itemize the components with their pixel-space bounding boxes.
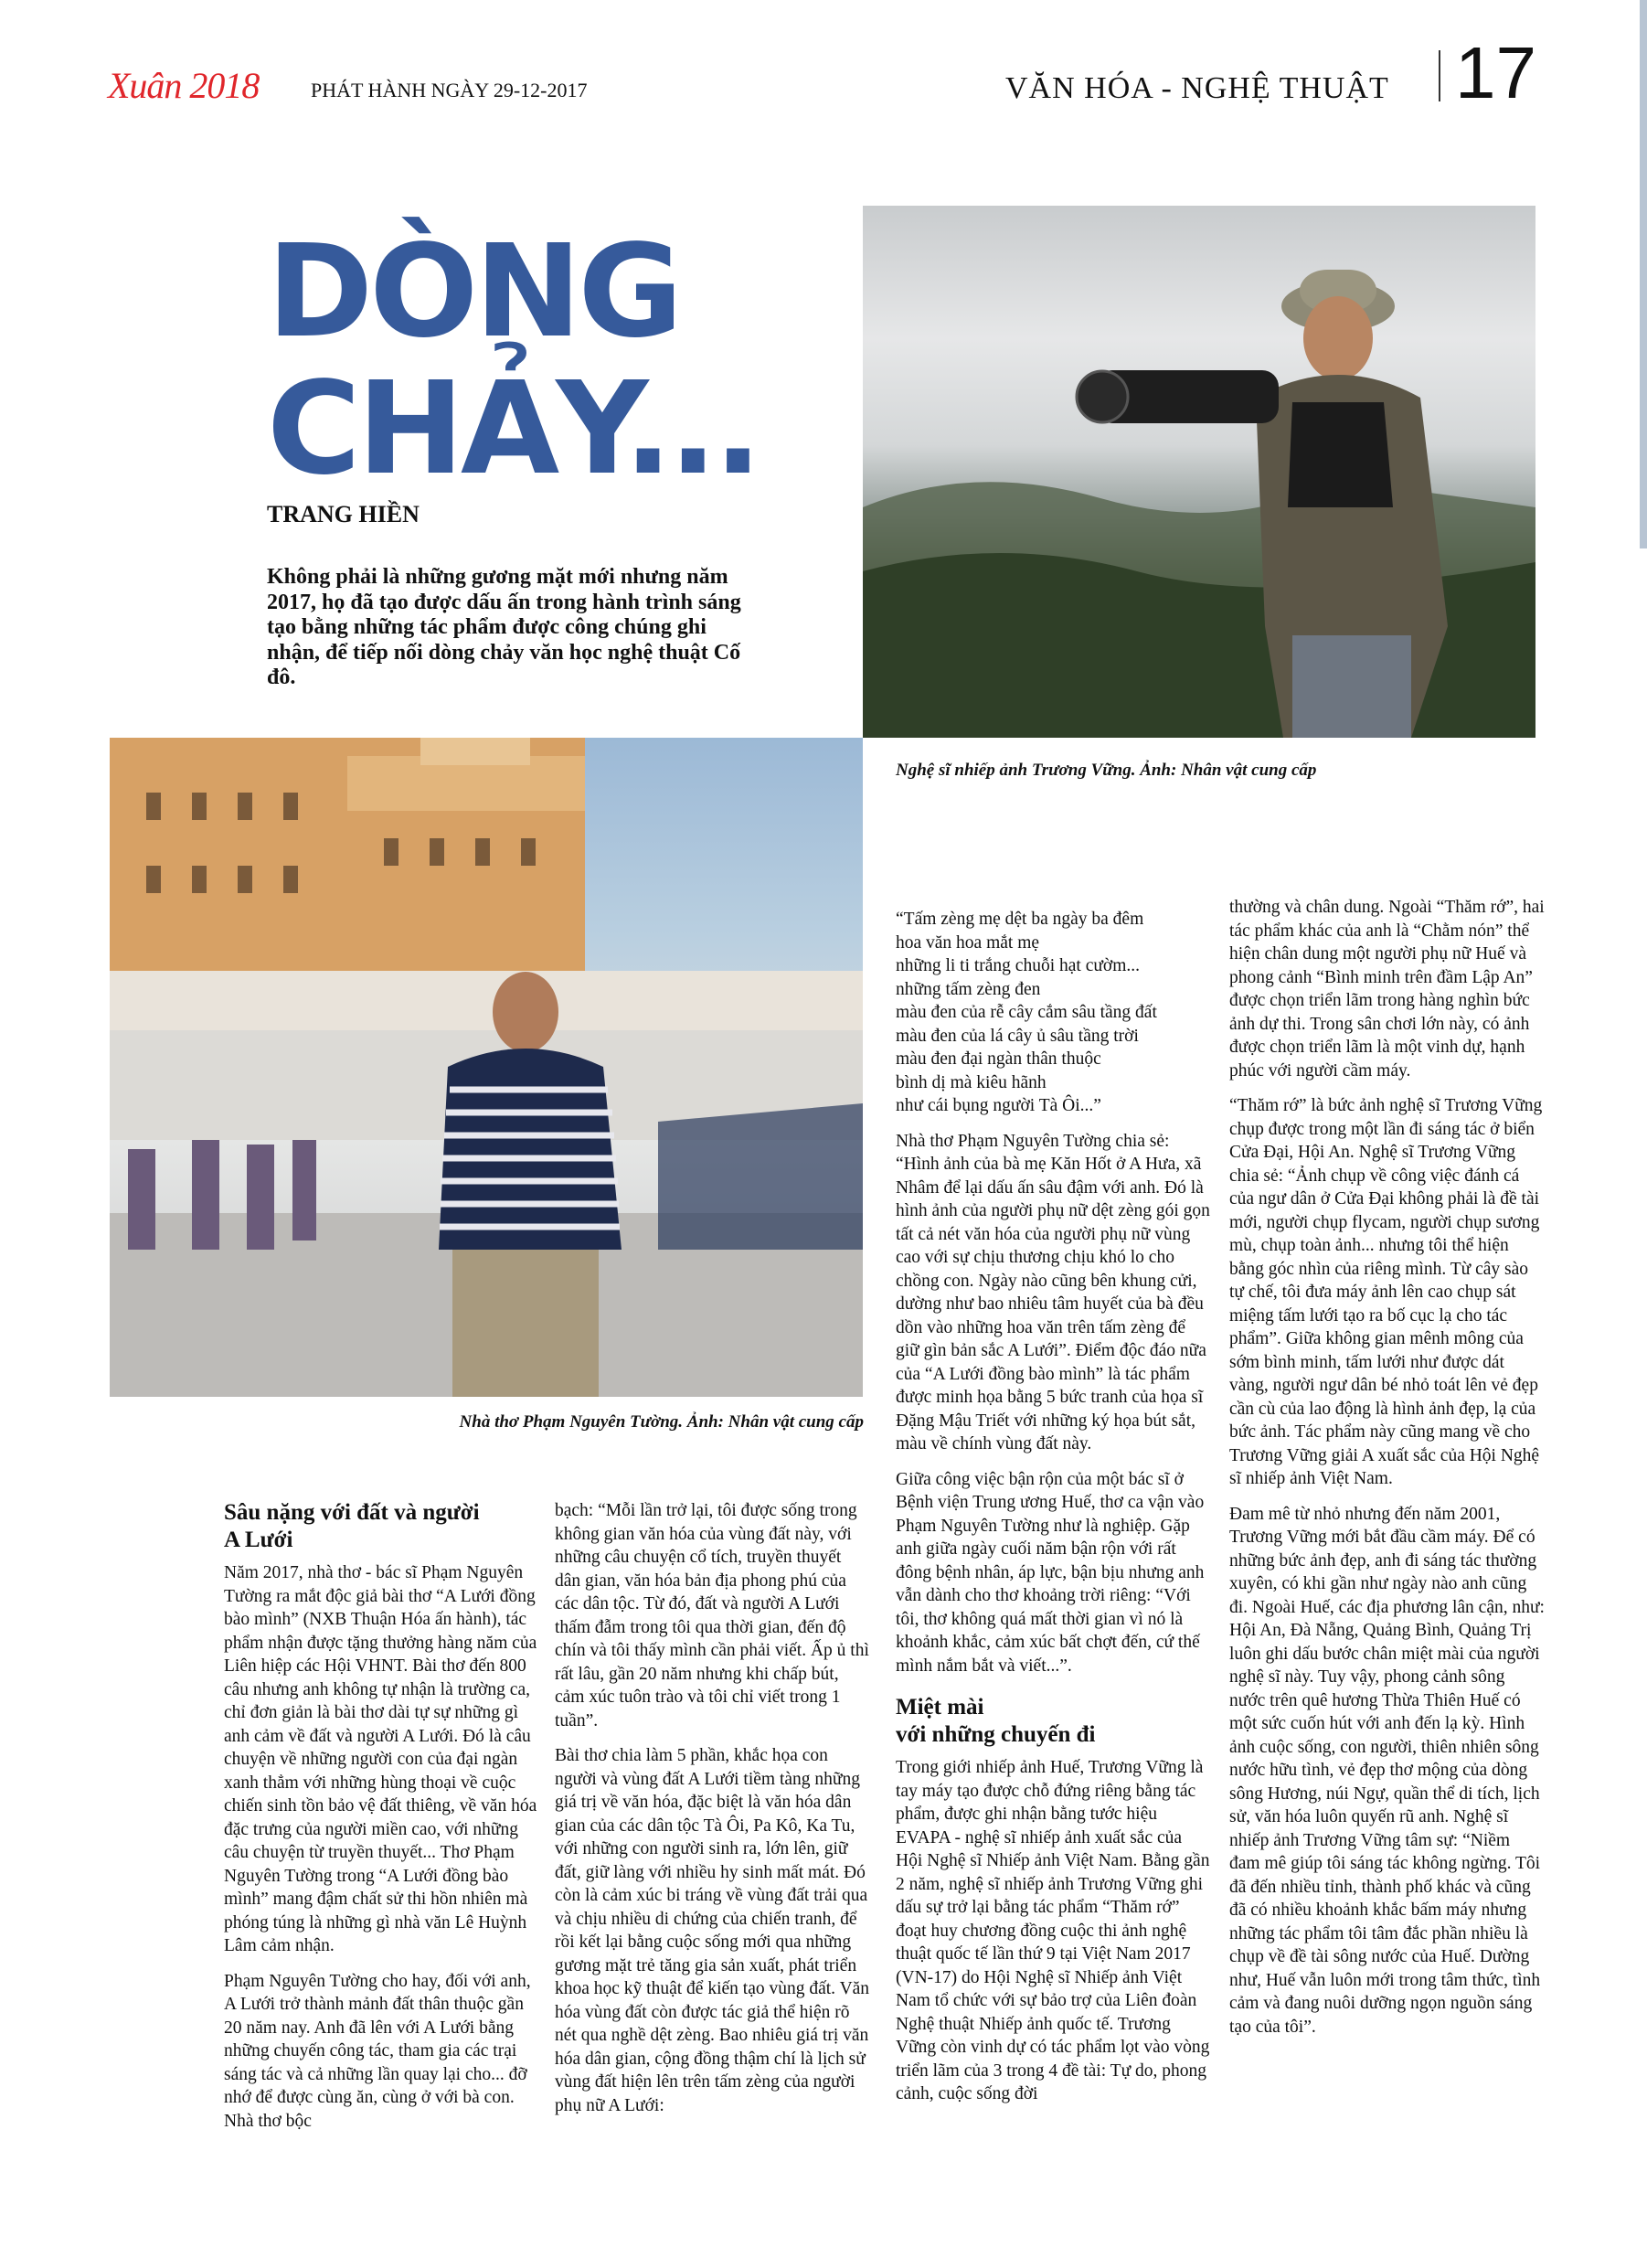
poem-line: màu đen của rễ cây cắm sâu tầng đất [896, 1003, 1157, 1022]
photographer-illustration [863, 206, 1535, 738]
poet-photo [110, 738, 863, 1397]
section-title: VĂN HÓA - NGHỆ THUẬT [1005, 71, 1389, 105]
poem-line: những tấm zèng đen [896, 979, 1041, 999]
poem-line: hoa văn hoa mắt mẹ [896, 932, 1040, 953]
section-heading-2 [896, 1694, 1211, 1749]
page-edge-strip [1640, 0, 1647, 548]
article-column-1 [224, 1499, 539, 2145]
article-column-2 [555, 1499, 870, 2129]
heading-line: Sâu nặng với đất và người [224, 1500, 480, 1525]
poem-line: bình dị mà kiêu hãnh [896, 1072, 1047, 1092]
poet-caption: Nhà thơ Phạm Nguyên Tường. Ảnh: Nhân vật cung cấp [459, 1412, 864, 1432]
poem-line: những li ti trắng chuỗi hạt cườm... [896, 956, 1141, 975]
poem-line: như cái bụng người Tà Ôi...” [896, 1096, 1101, 1115]
lead-paragraph: Không phải là những gương mặt mới nhưng năm 2017, họ đã tạo được dấu ấn trong hành trình sáng tạo bằng những tác phẩm được công chúng ghi nhận, để tiếp nối dòng chảy văn học nghệ thuật Cố đô. [267, 565, 741, 689]
heading-line: Miệt mài [896, 1695, 984, 1720]
body-paragraph: Phạm Nguyên Tường cho hay, đối với anh, A Lưới trở thành mảnh đất thân thuộc gần 20 năm nay. Anh đã lên với A Lưới bằng những chuyến công tác, tham gia các trại sáng tác và cả những lần quay lại cho... đỡ nhớ để được cùng ăn, cùng ở với bà con. Nhà thơ bộc [224, 1971, 531, 2131]
body-paragraph: Bài thơ chia làm 5 phần, khắc họa con người và vùng đất A Lưới tiềm tàng những giá trị về văn hóa, đặc biệt là văn hóa dân gian của các dân tộc Tà Ôi, Pa Kô, Ka Tu, với những con người sinh ra, lớn lên, giữ đất, giữ làng với nhiều hy sinh mất mát. Đó còn là cảm xúc bi tráng về vùng đất trải qua và chịu nhiều di chứng của chiến tranh, để rồi kết lại bằng cuộc sống mới qua những gương mặt trẻ tăng gia sản xuất, phát triển khoa học kỹ thuật để kiến tạo vùng đất. Văn hóa vùng đất còn được tác giả thể hiện rõ nét qua nghề dệt zèng. Bao nhiêu giá trị văn hóa dân gian, cộng đồng thậm chí là lịch sử vùng đất hiện lên trên tấm zèng của người phụ nữ A Lưới: [555, 1746, 870, 2115]
title-line-2: CHẢY... [267, 355, 760, 504]
poem-line: “Tấm zèng mẹ dệt ba ngày ba đêm [896, 910, 1144, 929]
heading-line: với những chuyến đi [896, 1722, 1096, 1747]
body-paragraph: Nhà thơ Phạm Nguyên Tường chia sẻ: “Hình ảnh của bà mẹ Kăn Hốt ở A Hưa, xã Nhâm để lại dấu ấn sâu đậm với anh. Đó là hình ảnh của người phụ nữ dệt zèng gói gọn tất cả nét văn hóa của người phụ nữ vùng cao với sự chịu thương chịu khó lo cho chồng con. Ngày nào cũng bên khung cửi, dường như bao nhiêu tâm huyết của bà đều dồn vào những hoa văn trên tấm zèng để giữ gìn bản sắc A Lưới”. Điểm độc đáo nữa của “A Lưới đồng bào mình” là tác phẩm được minh họa bằng 5 bức tranh của họa sĩ Đặng Mậu Triết với những ký họa bút sắt, màu về chính vùng đất này. [896, 1131, 1210, 1453]
poet-illustration [110, 738, 863, 1397]
body-paragraph: “Thăm rớ” là bức ảnh nghệ sĩ Trương Vững chụp được trong một lần đi sáng tác ở biển Cửa Đại, Hội An. Nghệ sĩ Trương Vững chia sẻ: “Ảnh chụp về công việc đánh cá của ngư dân ở Cửa Đại không phải là đề tài mới, người chụp flycam, người chụp sương mù, chụp toàn ảnh... nhưng tôi thể hiện bằng góc nhìn của riêng mình. Từ cây sào tự chế, tôi đưa máy ảnh lên cao chụp sát miệng tấm lưới tạo ra bố cục lạ cho tác phẩm”. Giữa không gian mênh mông của sớm bình minh, tấm lưới như được dát vàng, người ngư dân bé nhỏ toát lên vẻ đẹp cần cù của lao động là hình ảnh đẹp, lạ của bức ảnh. Tác phẩm này cũng mang về cho Trương Vững giải A xuất sắc của Hội Nghệ sĩ nhiếp ảnh Việt Nam. [1229, 1096, 1543, 1488]
issue-label: Xuân 2018 [108, 65, 260, 106]
article-title [267, 218, 760, 504]
title-line-1: DÒNG [267, 218, 680, 367]
body-paragraph: Giữa công việc bận rộn của một bác sĩ ở Bệnh viện Trung ương Huế, thơ ca vận vào Phạm Nguyên Tường như là nghiệp. Gặp anh giữa ngày cuối năm bận rộn với rất đông bệnh nhân, áp lực, bận bịu nhưng anh vẫn dành cho thơ khoảng trời riêng: “Với tôi, thơ không quá mất thời gian vì nó là khoảnh khắc, cảm xúc bất chợt đến, cứ thế mình nắm bắt và viết...”. [896, 1469, 1205, 1676]
release-date: PHÁT HÀNH NGÀY 29-12-2017 [311, 79, 588, 101]
poem-line: màu đen của lá cây ủ sâu tầng trời [896, 1026, 1139, 1046]
body-paragraph: Đam mê từ nhỏ nhưng đến năm 2001, Trương Vững mới bắt đầu cầm máy. Để có những bức ảnh đẹp, anh đi sáng tác thường xuyên, có khi gần như ngày nào anh cũng đi. Ngoài Huế, các địa phương lân cận, như: Hội An, Đà Nẵng, Quảng Bình, Quảng Trị luôn ghi dấu bước chân miệt mài của người nghệ sĩ này. Tuy vậy, phong cảnh sông nước trên quê hương Thừa Thiên Huế có một sức cuốn hút với anh đến lạ kỳ. Hình ảnh cuộc sống, con người, thiên nhiên sông nước hữu tình, vẻ đẹp thơ mộng của dòng sông Hương, núi Ngự, quần thể di tích, lịch sử, văn hóa luôn quyến rũ anh. Nghệ sĩ nhiếp ảnh Trương Vững tâm sự: “Niềm đam mê giúp tôi sáng tác không ngừng. Tôi đã đến nhiều tỉnh, thành phố khác và cũng đã có nhiều khoảnh khắc bấm máy nhưng những tác phẩm tôi tâm đắc phần nhiều là chụp về đề tài sông nước của Huế. Dường như, Huế vẫn luôn mới trong tâm thức, tình cảm và đang nuôi dưỡng ngọn nguồn sáng tạo của tôi”. [1229, 1504, 1545, 2037]
section-heading-1 [224, 1499, 539, 1554]
article-column-4 [1229, 896, 1545, 2050]
body-paragraph: bạch: “Mỗi lần trở lại, tôi được sống trong không gian văn hóa của vùng đất này, với những câu chuyện cổ tích, truyền thuyết dân gian, văn hóa bản địa phong phú của các dân tộc. Từ đó, đất và người A Lưới thấm đẫm trong tôi qua thời gian, đến độ chín và tôi thấy mình cần phải viết. Ấp ủ thì rất lâu, gần 20 năm nhưng khi chấp bút, cảm xúc tuôn trào và tôi chỉ viết trong 1 tuần”. [555, 1501, 869, 1730]
body-paragraph: Năm 2017, nhà thơ - bác sĩ Phạm Nguyên Tường ra mắt độc giả bài thơ “A Lưới đồng bào mình” (NXB Thuận Hóa ấn hành), tác phẩm nhận được tặng thưởng hàng năm của Liên hiệp các Hội VHNT. Bài thơ đến 800 câu nhưng anh không tự nhận là trường ca, chỉ đơn giản là bài thơ dài tự sự những gì anh cảm về đất và người A Lưới. Đó là câu chuyện về những người con của đại ngàn xanh thẳm với những hùng thoại về cuộc chiến sinh tồn bảo vệ đất thiêng, về văn hóa đặc trưng của người miền cao, với những câu chuyện từ truyền thuyết... Thơ Phạm Nguyên Tường trong “A Lưới đồng bào mình” mang đậm chất sử thi hồn nhiên mà phóng túng là những gì nhà văn Lê Huỳnh Lâm cảm nhận. [224, 1563, 537, 1955]
page-number: 17 [1455, 32, 1536, 113]
article-column-3 [896, 896, 1211, 2118]
poem-line: màu đen đại ngàn thân thuộc [896, 1049, 1101, 1069]
header-divider [1439, 50, 1440, 101]
body-paragraph: Trong giới nhiếp ảnh Huế, Trương Vững là tay máy tạo được chỗ đứng riêng bằng tác phẩm, được ghi nhận bằng tước hiệu EVAPA - nghệ sĩ nhiếp ảnh xuất sắc của Hội Nghệ sĩ Nhiếp ảnh Việt Nam. Bằng gần 2 năm, nghệ sĩ nhiếp ảnh Trương Vững ghi dấu sự trở lại bằng tác phẩm “Thăm rớ” đoạt huy chương đồng cuộc thi ảnh nghệ thuật quốc tế lần thứ 9 tại Việt Nam 2017 (VN-17) do Hội Nghệ sĩ Nhiếp ảnh Việt Nam tổ chức với sự bảo trợ của Liên đoàn Nghệ thuật Nhiếp ảnh quốc tế. Trương Vững còn vinh dự có tác phẩm lọt vào vòng triển lãm của 3 trong 4 đề tài: Tự do, phong cảnh, cuộc sống đời [896, 1758, 1210, 2103]
photographer-caption: Nghệ sĩ nhiếp ảnh Trương Vững. Ảnh: Nhân vật cung cấp [896, 761, 1317, 780]
photographer-photo [863, 206, 1535, 738]
body-paragraph: thường và chân dung. Ngoài “Thăm rớ”, hai tác phẩm khác của anh là “Chằm nón” thể hiện chân dung một người phụ nữ Huế và phong cảnh “Bình minh trên đầm Lập An” được chọn triển lãm trong hàng nghìn bức ảnh dự thi. Trong sân chơi lớn này, có ảnh được chọn triển lãm là một vinh dự, hạnh phúc với người cầm máy. [1229, 898, 1545, 1081]
byline: TRANG HIỀN [267, 501, 420, 527]
heading-line: A Lưới [224, 1528, 293, 1552]
